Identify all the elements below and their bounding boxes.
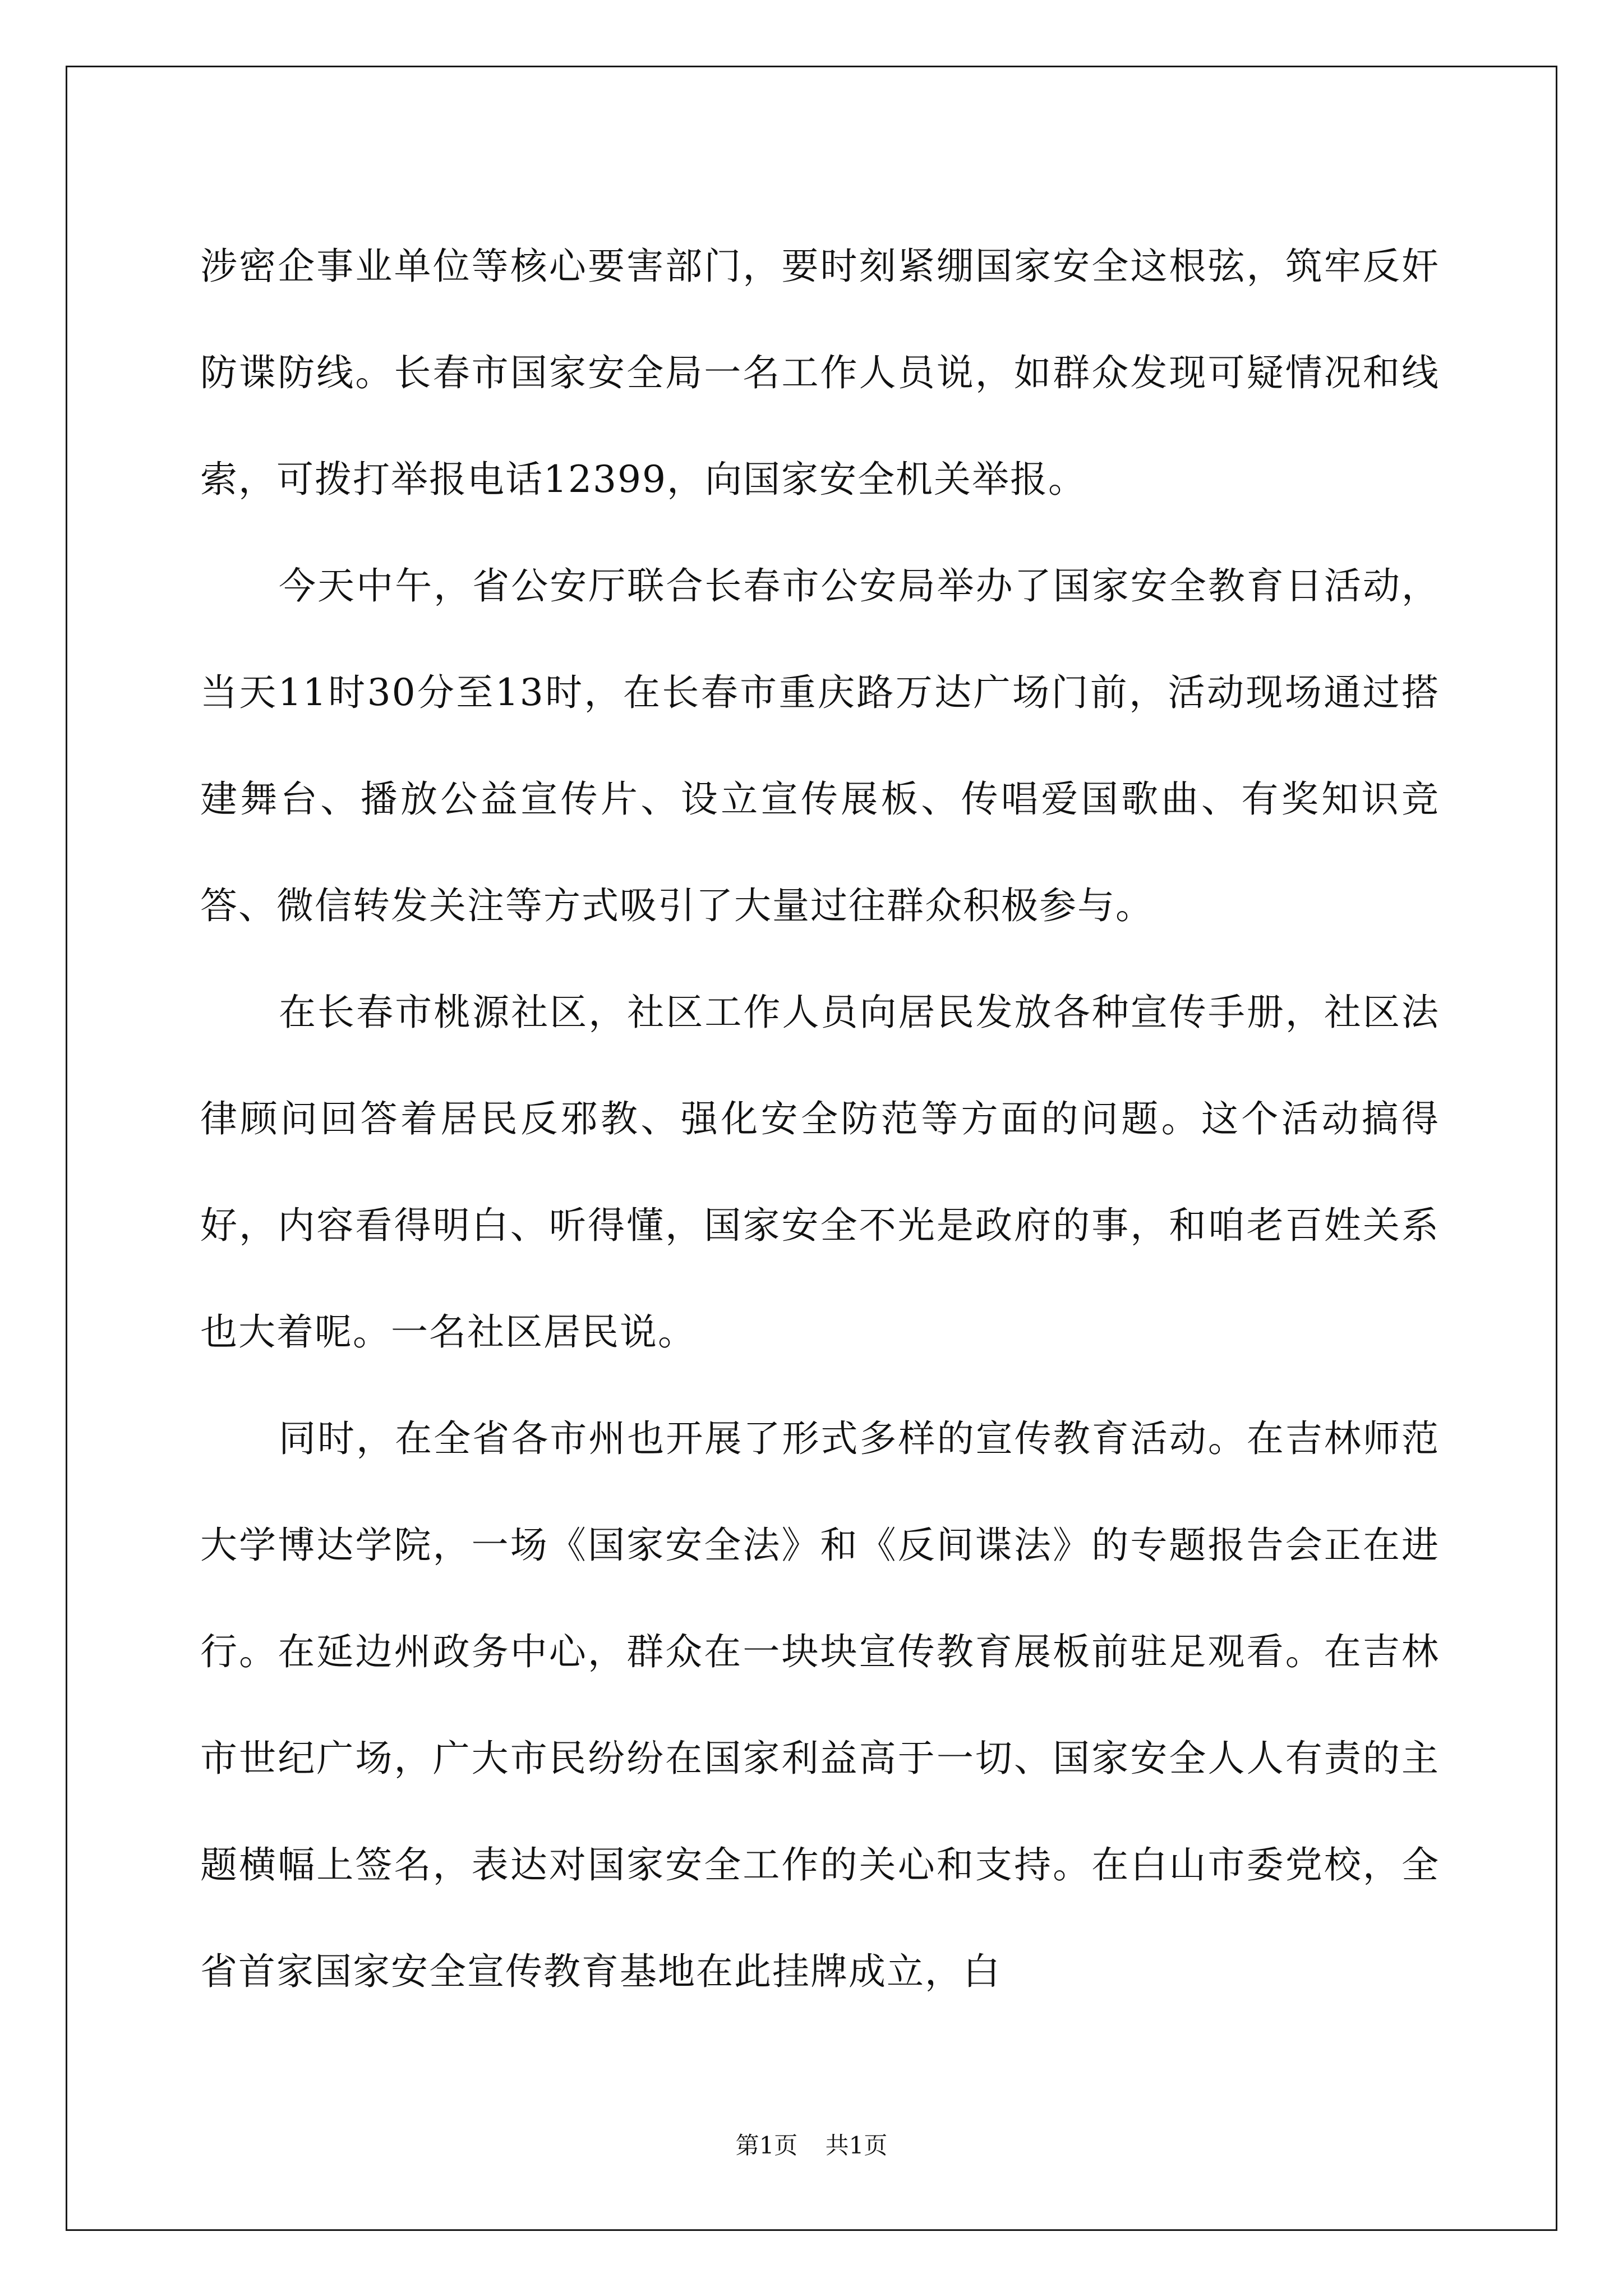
- page-footer: [0, 2129, 1623, 2162]
- paragraph-3: 在长春市桃源社区，社区工作人员向居民发放各种宣传手册，社区法律顾问回答着居民反邪教、强化安全防范等方面的问题。这个活动搞得好，内容看得明白、听得懂，国家安全不光是政府的事，和咱老百姓关系也大着呢。一名社区居民说。: [200, 991, 1440, 1354]
- document-body: [200, 213, 1440, 2025]
- paragraph-4: 同时，在全省各市州也开展了形式多样的宣传教育活动。在吉林师范大学博达学院，一场《国家安全法》和《反间谍法》的专题报告会正在进行。在延边州政务中心，群众在一块块宣传教育展板前驻足观看。在吉林市世纪广场，广大市民纷纷在国家利益高于一切、国家安全人人有责的主题横幅上签名，表达对国家安全工作的关心和支持。在白山市委党校，全省首家国家安全宣传教育基地在此挂牌成立，白: [200, 1417, 1440, 1993]
- paragraph-2: 今天中午，省公安厅联合长春市公安局举办了国家安全教育日活动，当天11时30分至13时，在长春市重庆路万达广场门前，活动现场通过搭建舞台、播放公益宣传片、设立宣传展板、传唱爱国歌曲、有奖知识竞答、微信转发关注等方式吸引了大量过往群众积极参与。: [200, 564, 1440, 927]
- page-number: 第1页: [735, 2132, 798, 2159]
- paragraph-1: 涉密企事业单位等核心要害部门，要时刻紧绷国家安全这根弦，筑牢反奸防谍防线。长春市国家安全局一名工作人员说，如群众发现可疑情况和线索，可拨打举报电话12399，向国家安全机关举报。: [200, 245, 1440, 501]
- page-total: 共1页: [825, 2132, 888, 2159]
